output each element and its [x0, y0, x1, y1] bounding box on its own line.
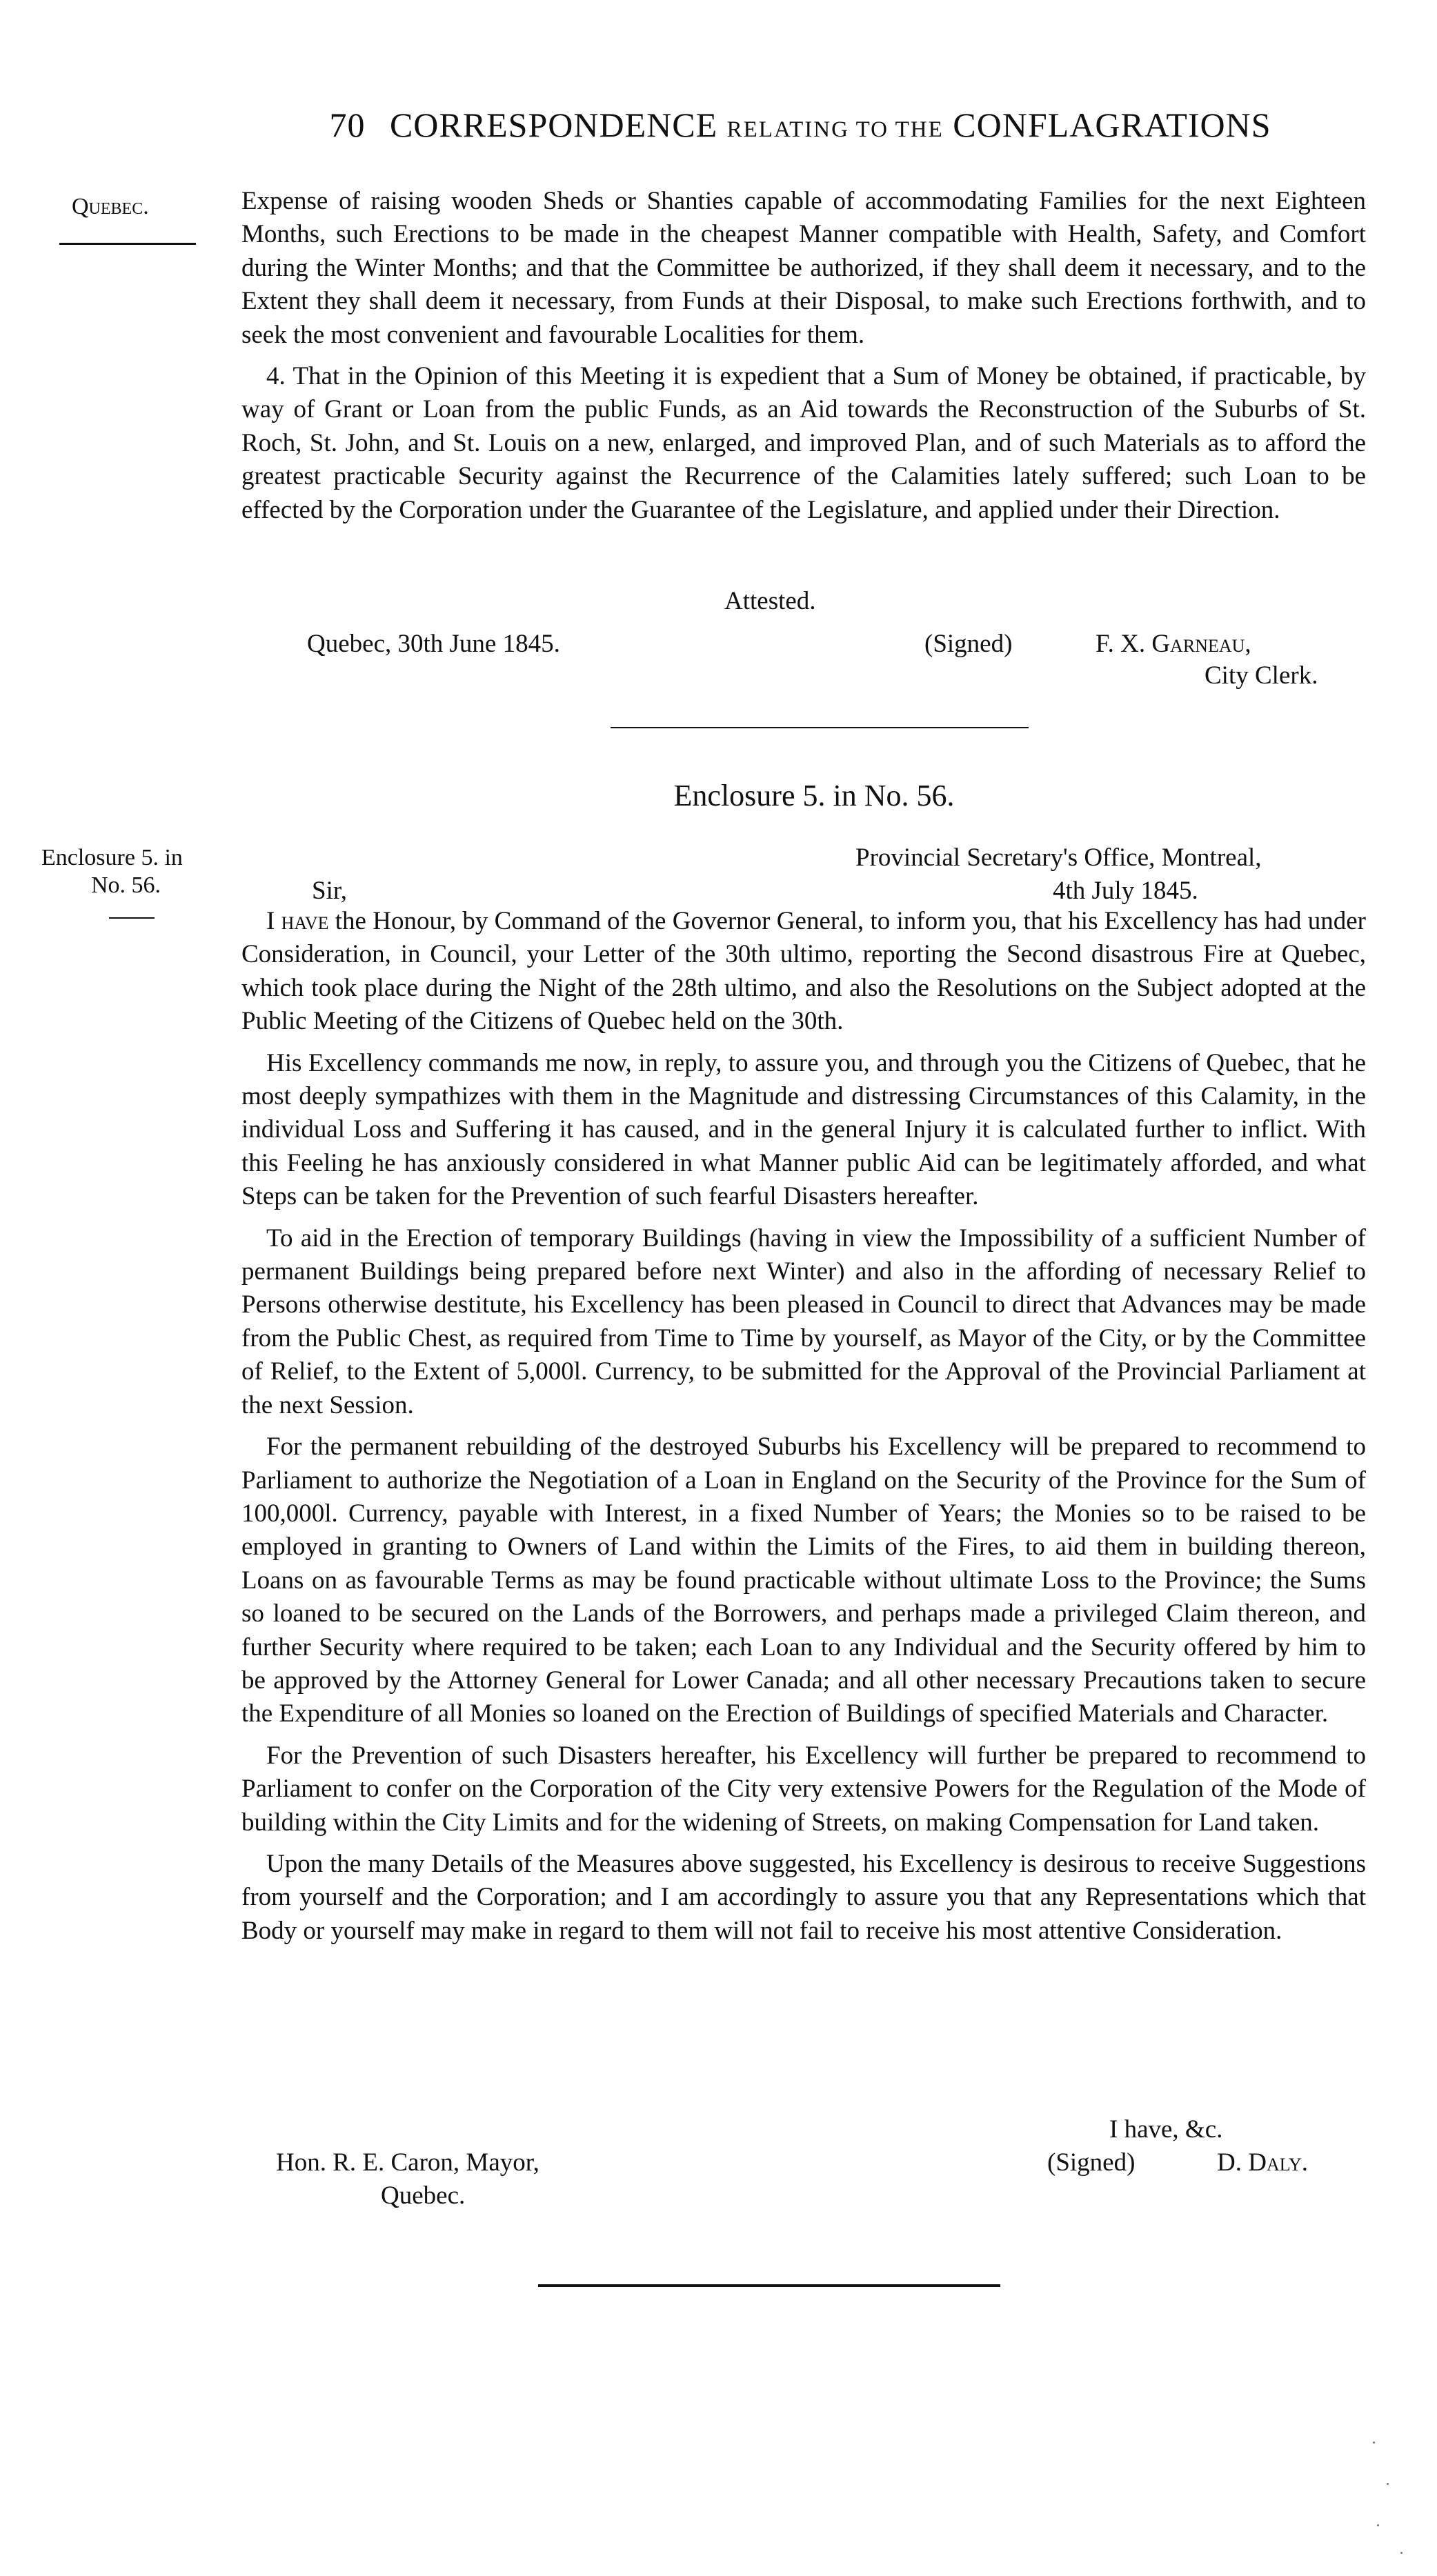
addressee-city: Quebec. — [381, 2181, 466, 2210]
paragraph: To aid in the Erection of temporary Buildings (having in view the Impossibility of a sufficient Number of permanent Buildings being prepared before next Winter) and also in the affording of necessary Relief to Persons otherwise destitute, his Excellency has been pleased in Council to direct that Advances may be made from the Public Chest, as required from Time to Time by yourself, as Mayor of the City, or by the Committee of Relief, to the Extent of 5,000l. Currency, to be submitted for the Approval of the Provincial Parliament at the next Session. — [241, 1224, 1366, 1419]
margin-note-enclosure-number: No. 56. — [91, 872, 161, 898]
page-header — [228, 105, 1373, 145]
divider-rule — [611, 727, 1029, 728]
scan-speck — [1400, 2552, 1403, 2554]
letter-body — [241, 905, 1366, 1956]
lead-words: I have — [266, 907, 329, 935]
paragraph: Expense of raising wooden Sheds or Shanties capable of accommodating Families for the next Eighteen Months, such Erections to be made in the cheapest Manner compatible with Health, Safety, and Comfort during the Winter Months; and that the Committee be authorized, if they shall deem it necessary, and to the Extent they shall deem it necessary, from Funds at their Disposal, to make such Erections forthwith, and to seek the most convenient and favourable Localities for them. — [241, 187, 1366, 349]
enclosure-title: Enclosure 5. in No. 56. — [673, 779, 955, 812]
addressee: Hon. R. E. Caron, Mayor, — [276, 2148, 539, 2177]
paragraph-text: the Honour, by Command of the Governor General, to inform you, that his Excellency has had under Consideration, in Council, your Letter of the 30th ultimo, reporting the Second disastrous Fire at Quebec, which took place during the Night of the 28th ultimo, and also the Resolutions on the Subject adopted at the Public Meeting of the Citizens of Quebec held on the 30th. — [241, 907, 1366, 1036]
signed-label: (Signed) — [1047, 2148, 1136, 2177]
header-title-conflagrations: CONFLAGRATIONS — [953, 106, 1271, 144]
signer-title: City Clerk. — [1205, 661, 1318, 690]
paragraph: His Excellency commands me now, in reply, to assure you, and through you the Citizens of Quebec, that he most deeply sympathizes with them in the Magnitude and distressing Circumstances of this Calamity, in the individual Loss and Suffering it has caused, and in the general Injury it is calculated further to inflict. With this Feeling he has anxiously considered in what Manner public Aid can be legitimately afforded, and what Steps can be taken for the Prevention of such fearful Disasters hereafter. — [241, 1048, 1366, 1211]
salutation: Sir, — [312, 877, 347, 905]
closing-line: I have, &c. — [1109, 2115, 1223, 2144]
header-title-relating: RELATING TO THE — [726, 117, 944, 142]
attested-label: Attested. — [724, 587, 816, 615]
signer-name: D. Daly. — [1217, 2148, 1309, 2177]
letter-date: 4th July 1845. — [1053, 877, 1198, 905]
scan-speck — [1377, 2524, 1379, 2526]
scan-speck — [1373, 2442, 1375, 2444]
paragraph: For the Prevention of such Disasters hereafter, his Excellency will further be prepared to recommend to Parliament to confer on the Corporation of the City very extensive Powers for the Regulation of the Mode of building within the City Limits and for the widening of Streets, on making Compensation for Land taken. — [241, 1741, 1366, 1837]
paragraph: Upon the many Details of the Measures above suggested, his Excellency is desirous to receive Suggestions from yourself and the Corporation; and I am accordingly to assure you that any Representations which that Body or yourself may make in regard to them will not fail to receive his most attentive Consideration. — [241, 1849, 1366, 1945]
signer-name: F. X. Garneau, — [1096, 630, 1251, 658]
office-line: Provincial Secretary's Office, Montreal, — [855, 843, 1262, 872]
scan-speck — [1387, 2483, 1389, 2485]
margin-note-enclosure: Enclosure 5. in — [41, 845, 183, 870]
margin-rule — [59, 243, 196, 245]
signed-label: (Signed) — [924, 630, 1013, 658]
paragraph: 4. That in the Opinion of this Meeting it is expedient that a Sum of Money be obtained, if practicable, by way of Grant or Loan from the public Funds, as an Aid towards the Reconstruction of the Suburbs of St. Roch, St. John, and St. Louis on a new, enlarged, and improved Plan, and of such Materials as to afford the greatest practicable Security against the Recurrence of the Calamities lately suffered; such Loan to be effected by the Corporation under the Guarantee of the Legislature, and applied under their Direction. — [241, 362, 1366, 524]
paragraph: For the permanent rebuilding of the destroyed Suburbs his Excellency will be prepared to recommend to Parliament to authorize the Negotiation of a Loan in England on the Security of the Province for the Sum of 100,000l. Currency, payable with Interest, in a fixed Number of Years; the Monies so to be raised to be employed in granting to Owners of Land within the Limits of the Fires, to aid them in building thereon, Loans on as favourable Terms as may be found practicable without ultimate Loss to the Province; the Sums so loaned to be secured on the Lands of the Borrowers, and perhaps made a privileged Claim thereon, and further Security where required to be taken; each Loan to any Individual and the Security offered by him to be approved by the Attorney General for Lower Canada; and all other necessary Precautions taken to secure the Expenditure of all Monies so loaned on the Erection of Buildings of specified Materials and Character. — [241, 1432, 1366, 1728]
margin-note-quebec: Quebec. — [72, 194, 149, 219]
closing-rule — [538, 2284, 1000, 2287]
section-body — [241, 185, 1366, 535]
page-number: 70 — [329, 106, 366, 144]
margin-rule — [109, 917, 155, 919]
paragraph — [241, 905, 1366, 1039]
header-title-correspondence: CORRESPONDENCE — [389, 106, 718, 144]
place-date: Quebec, 30th June 1845. — [307, 630, 560, 658]
